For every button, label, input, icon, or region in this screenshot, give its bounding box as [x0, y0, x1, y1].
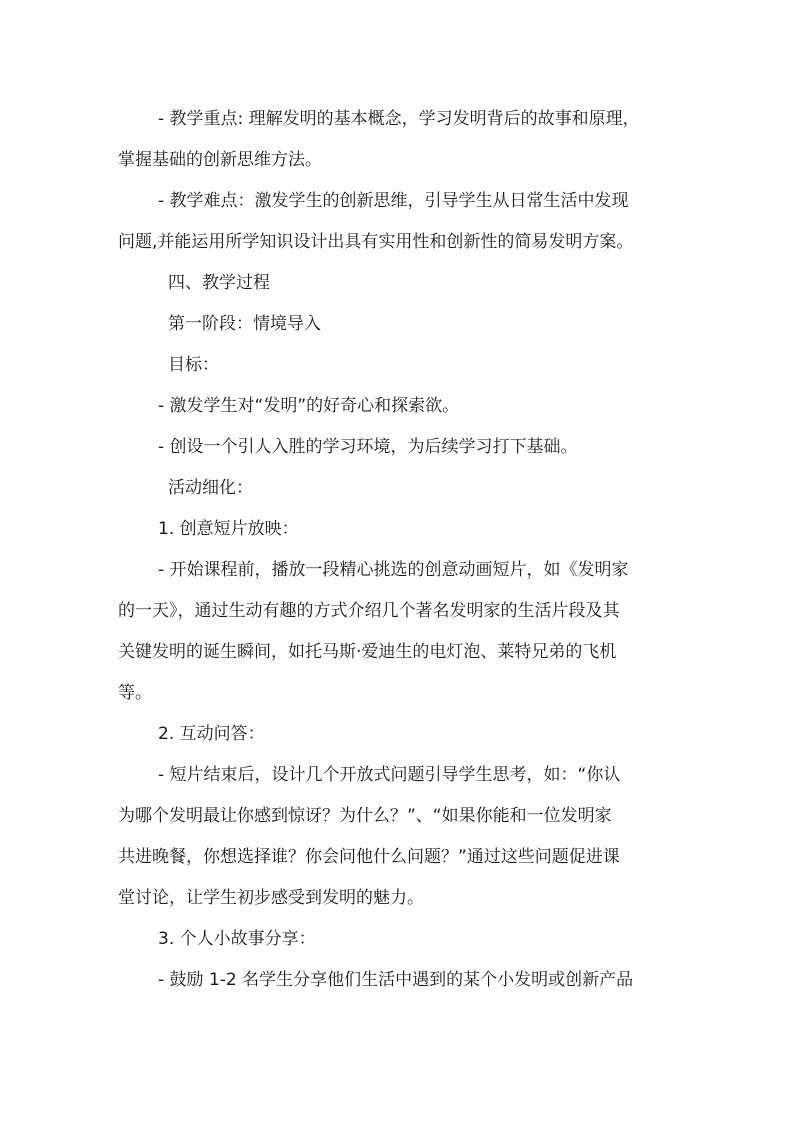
text-line: 活动细化：: [168, 478, 253, 498]
text-line: 目标：: [168, 355, 219, 375]
text-line: - 激发学生对“发明”的好奇心和探索欲。: [158, 396, 460, 416]
section-heading: 四、教学过程: [168, 273, 270, 293]
text-line: 关键发明的诞生瞬间，如托马斯·爱迪生的电灯泡、莱特兄弟的飞机: [118, 642, 617, 662]
list-heading: 2. 互动问答：: [158, 724, 265, 744]
text-line: - 创设一个引人入胜的学习环境，为后续学习打下基础。: [158, 437, 578, 457]
text-line: 的一天》，通过生动有趣的方式介绍几个著名发明家的生活片段及其: [118, 601, 620, 621]
list-heading: 1. 创意短片放映：: [158, 519, 299, 539]
text-line: - 教学重点: 理解发明的基本概念，学习发明背后的故事和原理，: [158, 109, 640, 129]
text-line: 问题,并能运用所学知识设计出具有实用性和创新性的简易发明方案。: [118, 232, 634, 252]
text-line: 共进晚餐，你想选择谁？你会问他什么问题？”通过这些问题促进课: [118, 847, 620, 867]
stage-heading: 第一阶段：情境导入: [168, 314, 321, 334]
text-line: 为哪个发明最让你感到惊讶？为什么？”、“如果你能和一位发明家: [118, 806, 612, 826]
text-line: 堂讨论，让学生初步感受到发明的魅力。: [118, 888, 424, 908]
text-line: - 鼓励 1-2 名学生分享他们生活中遇到的某个小发明或创新产品: [158, 970, 634, 990]
text-line: - 短片结束后，设计几个开放式问题引导学生思考，如：“你认: [158, 765, 621, 785]
text-line: - 开始课程前，播放一段精心挑选的创意动画短片，如《发明家: [158, 560, 629, 580]
text-line: - 教学难点：激发学生的创新思维，引导学生从日常生活中发现: [158, 191, 629, 211]
text-line: 等。: [118, 683, 152, 703]
list-heading: 3. 个人小故事分享：: [158, 929, 316, 949]
text-line: 掌握基础的创新思维方法。: [118, 150, 322, 170]
